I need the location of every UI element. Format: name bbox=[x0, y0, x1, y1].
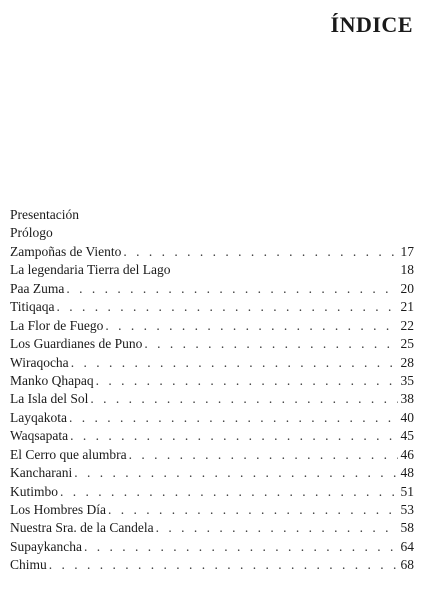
toc-dot-leader bbox=[144, 335, 397, 353]
toc-entry bbox=[10, 483, 414, 501]
toc-entry-title: Los Guardianes de Puno bbox=[10, 336, 143, 352]
toc-entry-title: Presentación bbox=[10, 207, 79, 222]
toc-entry-page-number: 68 bbox=[400, 557, 414, 573]
toc-dot-leader bbox=[57, 298, 398, 316]
toc-dot-leader bbox=[129, 446, 398, 464]
toc-entry-page-number: 53 bbox=[400, 502, 414, 517]
toc-entry-page-number: 51 bbox=[400, 483, 414, 499]
toc-entry bbox=[10, 501, 414, 519]
toc-entry-title: Supaykancha bbox=[10, 538, 82, 554]
toc-dot-leader bbox=[108, 501, 398, 519]
toc-entry-page-number: 58 bbox=[400, 520, 414, 536]
toc-dot-leader bbox=[123, 243, 397, 261]
toc-entry bbox=[10, 261, 414, 279]
toc-entry bbox=[10, 206, 414, 224]
toc-dot-leader bbox=[71, 354, 398, 372]
toc-dot-leader bbox=[49, 556, 398, 574]
toc-entry-page-number: 20 bbox=[400, 280, 414, 296]
toc-entry-title: Zampoñas de Viento bbox=[10, 243, 122, 259]
toc-entry-page-number: 18 bbox=[400, 262, 414, 278]
toc-entry bbox=[10, 335, 414, 353]
page-title: ÍNDICE bbox=[330, 12, 413, 37]
toc-entry-page-number: 25 bbox=[400, 336, 414, 352]
toc-entry-title: Manko Qhapaq bbox=[10, 372, 94, 388]
toc-entry-page-number: 22 bbox=[400, 317, 414, 333]
toc-entry bbox=[10, 372, 414, 390]
toc-entry-page-number: 38 bbox=[400, 391, 414, 407]
toc-entry-page-number: 64 bbox=[400, 538, 414, 554]
toc-entry-title: Waqsapata bbox=[10, 428, 69, 444]
toc-dot-leader bbox=[69, 409, 398, 427]
toc-entry bbox=[10, 464, 414, 482]
toc-entry bbox=[10, 556, 414, 574]
toc-entry-title: Kutimbo bbox=[10, 483, 59, 499]
toc-entry-page-number: 46 bbox=[400, 446, 414, 462]
toc-entry bbox=[10, 280, 414, 298]
toc-entry-page-number: 17 bbox=[400, 243, 414, 259]
toc-entry-page-number: 28 bbox=[400, 354, 414, 370]
toc-dot-leader bbox=[66, 280, 397, 298]
toc-entry-page-number: 48 bbox=[400, 465, 414, 481]
toc-entry bbox=[10, 354, 414, 372]
toc-entry-title: Paa Zuma bbox=[10, 280, 65, 296]
toc-dot-leader bbox=[74, 464, 397, 482]
toc-entry bbox=[10, 317, 414, 335]
toc-entry bbox=[10, 390, 414, 408]
toc-entry-title: Layqakota bbox=[10, 409, 67, 425]
toc-entry bbox=[10, 538, 414, 556]
table-of-contents bbox=[10, 206, 414, 575]
toc-dot-leader bbox=[105, 317, 397, 335]
toc-dot-leader bbox=[96, 372, 398, 390]
toc-dot-leader bbox=[60, 483, 397, 501]
toc-entry bbox=[10, 409, 414, 427]
toc-entry-title: Nuestra Sra. de la Candela bbox=[10, 520, 154, 536]
toc-entry-title: La legendaria Tierra del Lago bbox=[10, 262, 171, 278]
toc-entry-title: Titiqaqa bbox=[10, 299, 55, 315]
toc-entry-title: Chimu bbox=[10, 557, 47, 573]
toc-dot-leader bbox=[90, 390, 397, 408]
toc-entry-title: La Flor de Fuego bbox=[10, 317, 104, 333]
toc-dot-leader bbox=[84, 538, 398, 556]
toc-entry bbox=[10, 427, 414, 445]
toc-entry bbox=[10, 243, 414, 261]
toc-dot-leader bbox=[70, 427, 397, 445]
toc-entry-title: Kancharani bbox=[10, 465, 73, 481]
toc-entry-title: Prólogo bbox=[10, 225, 53, 241]
toc-entry-title: La Isla del Sol bbox=[10, 391, 89, 407]
toc-entry-title: El Cerro que alumbra bbox=[10, 446, 127, 462]
toc-entry-page-number: 21 bbox=[400, 299, 414, 315]
toc-entry bbox=[10, 224, 414, 242]
toc-entry-page-number: 35 bbox=[400, 372, 414, 388]
toc-entry bbox=[10, 519, 414, 537]
toc-entry-page-number: 45 bbox=[400, 428, 414, 444]
toc-entry bbox=[10, 446, 414, 464]
toc-entry bbox=[10, 298, 414, 316]
toc-entry-page-number: 40 bbox=[400, 409, 414, 425]
toc-dot-leader bbox=[156, 519, 398, 537]
toc-entry-title: Los Hombres Día bbox=[10, 502, 106, 517]
toc-entry-title: Wiraqocha bbox=[10, 354, 69, 370]
